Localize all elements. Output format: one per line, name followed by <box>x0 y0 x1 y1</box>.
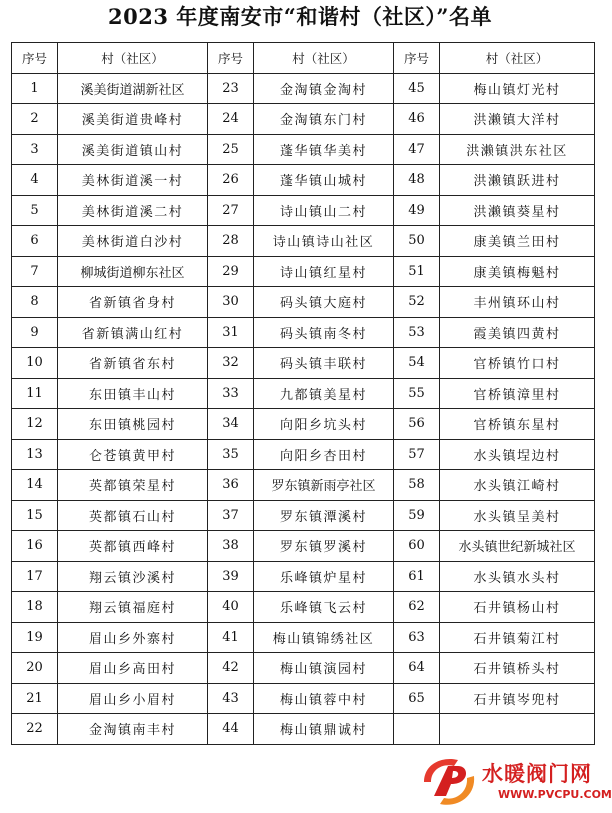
village-cell: 水头镇世纪新城社区 <box>440 531 595 562</box>
seq-cell: 15 <box>12 500 58 531</box>
seq-cell: 16 <box>12 531 58 562</box>
village-cell: 罗东镇新雨亭社区 <box>254 470 394 501</box>
table-row <box>12 256 595 287</box>
seq-cell: 36 <box>208 470 254 501</box>
seq-cell: 32 <box>208 348 254 379</box>
village-cell: 省新镇省身村 <box>58 287 208 318</box>
seq-cell: 1 <box>12 73 58 104</box>
seq-cell: 7 <box>12 256 58 287</box>
seq-cell: 56 <box>394 409 440 440</box>
village-cell: 向阳乡坑头村 <box>254 409 394 440</box>
village-cell: 美林街道溪一村 <box>58 165 208 196</box>
village-cell: 金淘镇金淘村 <box>254 73 394 104</box>
seq-cell: 47 <box>394 134 440 165</box>
seq-cell: 63 <box>394 622 440 653</box>
village-cell: 诗山镇诗山社区 <box>254 226 394 257</box>
village-cell: 梅山镇鼎诚村 <box>254 714 394 745</box>
village-cell: 码头镇南冬村 <box>254 317 394 348</box>
seq-cell: 61 <box>394 561 440 592</box>
seq-cell: 22 <box>12 714 58 745</box>
seq-cell: 20 <box>12 653 58 684</box>
seq-cell: 23 <box>208 73 254 104</box>
village-cell: 金淘镇南丰村 <box>58 714 208 745</box>
table-row <box>12 226 595 257</box>
table-row <box>12 500 595 531</box>
seq-cell: 52 <box>394 287 440 318</box>
village-cell: 美林街道溪二村 <box>58 195 208 226</box>
seq-cell: 17 <box>12 561 58 592</box>
village-cell: 眉山乡高田村 <box>58 653 208 684</box>
table-row <box>12 561 595 592</box>
header-seq-1: 序号 <box>12 43 58 74</box>
seq-cell: 28 <box>208 226 254 257</box>
village-cell: 蓬华镇华美村 <box>254 134 394 165</box>
seq-cell: 21 <box>12 683 58 714</box>
village-cell: 码头镇大庭村 <box>254 287 394 318</box>
seq-cell: 58 <box>394 470 440 501</box>
seq-cell: 25 <box>208 134 254 165</box>
village-cell: 溪美街道镇山村 <box>58 134 208 165</box>
table-row <box>12 104 595 135</box>
village-cell: 官桥镇东星村 <box>440 409 595 440</box>
village-cell: 码头镇丰联村 <box>254 348 394 379</box>
seq-cell: 37 <box>208 500 254 531</box>
village-cell: 溪美街道贵峰村 <box>58 104 208 135</box>
table-row <box>12 195 595 226</box>
table-row <box>12 73 595 104</box>
seq-cell: 38 <box>208 531 254 562</box>
table-row <box>12 622 595 653</box>
seq-cell: 40 <box>208 592 254 623</box>
table-row <box>12 470 595 501</box>
village-cell: 眉山乡小眉村 <box>58 683 208 714</box>
header-seq-2: 序号 <box>208 43 254 74</box>
table-row <box>12 439 595 470</box>
seq-cell: 27 <box>208 195 254 226</box>
village-cell: 省新镇满山红村 <box>58 317 208 348</box>
village-cell: 石井镇岑兜村 <box>440 683 595 714</box>
table-row <box>12 653 595 684</box>
seq-cell: 31 <box>208 317 254 348</box>
seq-cell: 14 <box>12 470 58 501</box>
seq-cell: 18 <box>12 592 58 623</box>
seq-cell: 10 <box>12 348 58 379</box>
header-village-1: 村（社区） <box>58 43 208 74</box>
seq-cell: 33 <box>208 378 254 409</box>
village-cell <box>440 714 595 745</box>
village-cell: 梅山镇灯光村 <box>440 73 595 104</box>
seq-cell: 30 <box>208 287 254 318</box>
watermark-url: WWW.PVCPU.COM <box>498 788 612 801</box>
seq-cell <box>394 714 440 745</box>
village-cell: 罗东镇罗溪村 <box>254 531 394 562</box>
village-cell: 水头镇江崎村 <box>440 470 595 501</box>
seq-cell: 44 <box>208 714 254 745</box>
village-cell: 洪濑镇葵星村 <box>440 195 595 226</box>
table-row <box>12 134 595 165</box>
village-cell: 官桥镇竹口村 <box>440 348 595 379</box>
seq-cell: 53 <box>394 317 440 348</box>
village-cell: 英都镇西峰村 <box>58 531 208 562</box>
table-row <box>12 714 595 745</box>
village-cell: 省新镇省东村 <box>58 348 208 379</box>
seq-cell: 12 <box>12 409 58 440</box>
table-row <box>12 287 595 318</box>
seq-cell: 64 <box>394 653 440 684</box>
village-cell: 石井镇杨山村 <box>440 592 595 623</box>
header-seq-3: 序号 <box>394 43 440 74</box>
seq-cell: 3 <box>12 134 58 165</box>
seq-cell: 45 <box>394 73 440 104</box>
seq-cell: 13 <box>12 439 58 470</box>
seq-cell: 60 <box>394 531 440 562</box>
village-cell: 英都镇荣星村 <box>58 470 208 501</box>
header-village-3: 村（社区） <box>440 43 595 74</box>
valve-logo-icon <box>418 752 480 810</box>
seq-cell: 2 <box>12 104 58 135</box>
village-cell: 梅山镇蓉中村 <box>254 683 394 714</box>
village-cell: 乐峰镇飞云村 <box>254 592 394 623</box>
seq-cell: 41 <box>208 622 254 653</box>
village-cell: 梅山镇演园村 <box>254 653 394 684</box>
village-cell: 洪濑镇大洋村 <box>440 104 595 135</box>
seq-cell: 8 <box>12 287 58 318</box>
village-cell: 翔云镇沙溪村 <box>58 561 208 592</box>
seq-cell: 42 <box>208 653 254 684</box>
village-cell: 康美镇梅魁村 <box>440 256 595 287</box>
seq-cell: 57 <box>394 439 440 470</box>
village-cell: 美林街道白沙村 <box>58 226 208 257</box>
seq-cell: 49 <box>394 195 440 226</box>
village-cell: 东田镇桃园村 <box>58 409 208 440</box>
village-cell: 诗山镇山二村 <box>254 195 394 226</box>
table-row <box>12 531 595 562</box>
seq-cell: 43 <box>208 683 254 714</box>
village-cell: 仑苍镇黄甲村 <box>58 439 208 470</box>
seq-cell: 9 <box>12 317 58 348</box>
seq-cell: 50 <box>394 226 440 257</box>
table-row <box>12 378 595 409</box>
watermark-logo <box>418 752 612 810</box>
village-cell: 溪美街道湖新社区 <box>58 73 208 104</box>
village-cell: 洪濑镇跃进村 <box>440 165 595 196</box>
village-cell: 向阳乡杏田村 <box>254 439 394 470</box>
village-cell: 诗山镇红星村 <box>254 256 394 287</box>
village-cell: 眉山乡外寨村 <box>58 622 208 653</box>
seq-cell: 54 <box>394 348 440 379</box>
village-cell: 翔云镇福庭村 <box>58 592 208 623</box>
seq-cell: 35 <box>208 439 254 470</box>
village-cell: 东田镇丰山村 <box>58 378 208 409</box>
village-list-table <box>11 42 595 745</box>
table-row <box>12 317 595 348</box>
watermark-site-name: 水暖阀门网 <box>482 762 592 786</box>
village-cell: 洪濑镇洪东社区 <box>440 134 595 165</box>
seq-cell: 48 <box>394 165 440 196</box>
village-cell: 金淘镇东门村 <box>254 104 394 135</box>
table-row <box>12 348 595 379</box>
seq-cell: 65 <box>394 683 440 714</box>
village-cell: 水头镇埕边村 <box>440 439 595 470</box>
seq-cell: 11 <box>12 378 58 409</box>
seq-cell: 39 <box>208 561 254 592</box>
table-row <box>12 165 595 196</box>
table-row <box>12 683 595 714</box>
seq-cell: 34 <box>208 409 254 440</box>
seq-cell: 62 <box>394 592 440 623</box>
village-cell: 罗东镇潭溪村 <box>254 500 394 531</box>
village-cell: 水头镇呈美村 <box>440 500 595 531</box>
seq-cell: 59 <box>394 500 440 531</box>
village-cell: 蓬华镇山城村 <box>254 165 394 196</box>
village-cell: 石井镇桥头村 <box>440 653 595 684</box>
seq-cell: 29 <box>208 256 254 287</box>
table-header-row <box>12 43 595 74</box>
seq-cell: 26 <box>208 165 254 196</box>
seq-cell: 19 <box>12 622 58 653</box>
village-cell: 丰州镇环山村 <box>440 287 595 318</box>
village-cell: 梅山镇锦绣社区 <box>254 622 394 653</box>
page-title: 2023 年度南安市“和谐村（社区）”名单 <box>108 4 492 29</box>
table-row <box>12 409 595 440</box>
village-cell: 康美镇兰田村 <box>440 226 595 257</box>
village-cell: 九都镇美星村 <box>254 378 394 409</box>
seq-cell: 24 <box>208 104 254 135</box>
seq-cell: 51 <box>394 256 440 287</box>
village-cell: 乐峰镇炉星村 <box>254 561 394 592</box>
seq-cell: 46 <box>394 104 440 135</box>
table-row <box>12 592 595 623</box>
header-village-2: 村（社区） <box>254 43 394 74</box>
village-cell: 水头镇水头村 <box>440 561 595 592</box>
village-cell: 英都镇石山村 <box>58 500 208 531</box>
seq-cell: 4 <box>12 165 58 196</box>
village-cell: 霞美镇四黄村 <box>440 317 595 348</box>
village-cell: 官桥镇漳里村 <box>440 378 595 409</box>
village-cell: 柳城街道柳东社区 <box>58 256 208 287</box>
seq-cell: 55 <box>394 378 440 409</box>
village-cell: 石井镇菊江村 <box>440 622 595 653</box>
seq-cell: 6 <box>12 226 58 257</box>
seq-cell: 5 <box>12 195 58 226</box>
